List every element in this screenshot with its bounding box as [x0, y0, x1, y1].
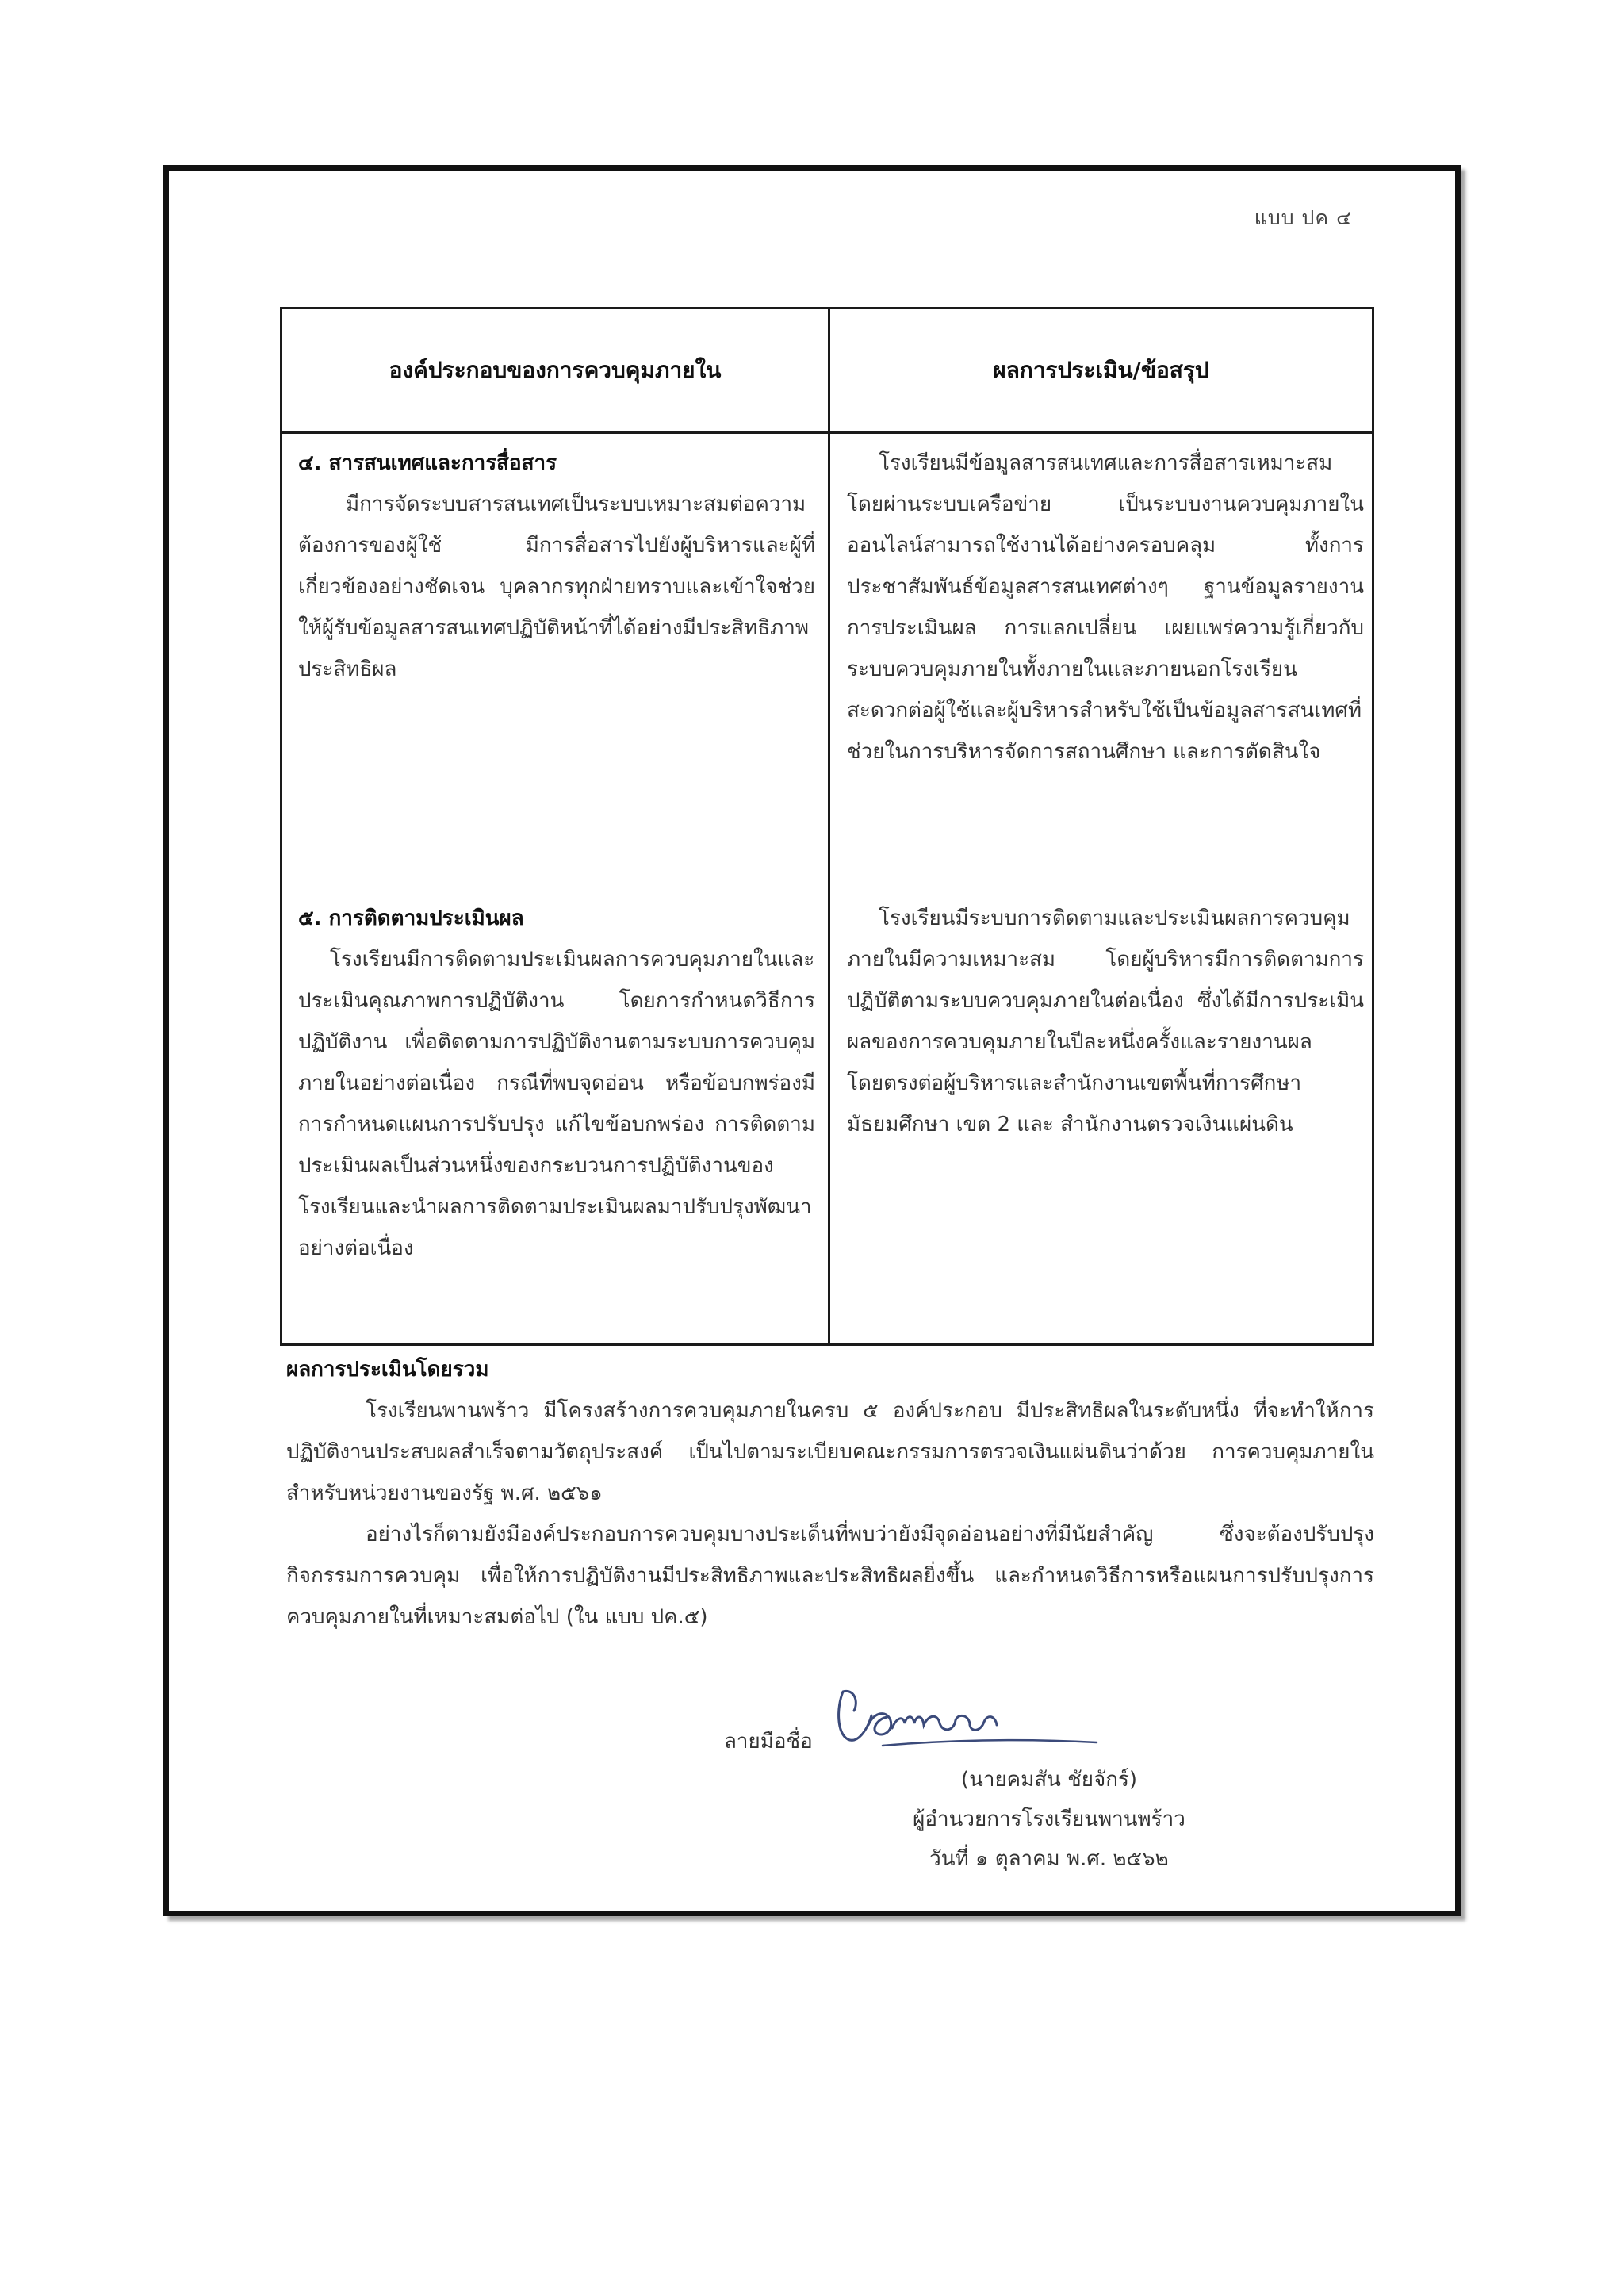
form-code: แบบ ปค ๔: [1254, 206, 1352, 229]
signature-date: วันที่ ๑ ตุลาคม พ.ศ. ๒๕๖๒: [929, 1847, 1169, 1871]
section-5-result-text: โรงเรียนมีระบบการติดตามและประเมินผลการควบคุมภายในมีความเหมาะสม โดยผู้บริหารมีการติดตามการปฏิบัติตามระบบควบคุมภายในต่อเนื่อง ซึ่งได้มีการประเมินผลของการควบคุมภายในปีละหนึ่งครั้งและรายงานผลโดยตรงต่อผู้บริหารและสำนักงานเขตพื้นที่การศึกษามัธยมศึกษา เขต 2 และ สำนักงานตรวจเงินแผ่นดิน: [847, 907, 1364, 1137]
signature-block: [724, 1669, 1279, 1907]
summary-paragraph-2: อย่างไรก็ตามยังมีองค์ประกอบการควบคุมบางประเด็นที่พบว่ายังมีจุดอ่อนอย่างที่มีนัยสำคัญ ซึ่งจะต้องปรับปรุงกิจกรรมการควบคุม เพื่อให้การปฏิบัติงานมีประสิทธิภาพและประสิทธิผลยิ่งขึ้น และกำหนดวิธีการหรือแผนการปรับปรุงการควบคุมภายในที่เหมาะสมต่อไป (ใน แบบ ปค.๕): [286, 1523, 1374, 1629]
summary-title: ผลการประเมินโดยรวม: [286, 1358, 489, 1382]
signer-name: (นายคมสัน ชัยจักร์): [960, 1768, 1138, 1792]
section-4-result-text: โรงเรียนมีข้อมูลสารสนเทศและการสื่อสารเหมาะสม โดยผ่านระบบเครือข่าย เป็นระบบงานควบคุมภายในออนไลน์สามารถใช้งานได้อย่างครอบคลุม ทั้งการประชาสัมพันธ์ข้อมูลสารสนเทศต่างๆ ฐานข้อมูลรายงานการประเมินผล การแลกเปลี่ยน เผยแพร่ความรู้เกี่ยวกับระบบควบคุมภายในทั้งภายในและภายนอกโรงเรียน สะดวกต่อผู้ใช้และผู้บริหารสำหรับใช้เป็นข้อมูลสารสนเทศที่ช่วยในการบริหารจัดการสถานศึกษา และการตัดสินใจ: [847, 451, 1364, 764]
section-4-heading: ๔. สารสนเทศและการสื่อสาร: [298, 451, 557, 475]
header-assessment-results: ผลการประเมิน/ข้อสรุป: [993, 357, 1209, 383]
section-5-heading: ๕. การติดตามประเมินผล: [298, 907, 524, 930]
assessment-table: [280, 307, 1374, 1346]
signature-label: ลายมือชื่อ: [724, 1730, 813, 1754]
overall-summary: [286, 1349, 1374, 1638]
summary-paragraph-1: โรงเรียนพานพร้าว มีโครงสร้างการควบคุมภายในครบ ๕ องค์ประกอบ มีประสิทธิผลในระดับหนึ่ง ที่จะทำให้การปฏิบัติงานประสบผลสำเร็จตามวัตถุประสงค์ เป็นไปตามระเบียบคณะกรรมการตรวจเงินแผ่นดินว่าด้วย การควบคุมภายในสำหรับหน่วยงานของรัฐ พ.ศ. ๒๕๖๑: [286, 1399, 1374, 1505]
header-control-components: องค์ประกอบของการควบคุมภายใน: [389, 357, 722, 383]
section-5-component-text: โรงเรียนมีการติดตามประเมินผลการควบคุมภายในและประเมินคุณภาพการปฏิบัติงาน โดยการกำหนดวิธีการปฏิบัติงาน เพื่อติดตามการปฏิบัติงานตามระบบการควบคุมภายในอย่างต่อเนื่อง กรณีที่พบจุดอ่อน หรือข้อบกพร่องมีการกำหนดแผนการปรับปรุง แก้ไขข้อบกพร่อง การติดตามประเมินผลเป็นส่วนหนึ่งของกระบวนการปฏิบัติงานของโรงเรียนและนำผลการติดตามประเมินผลมาปรับปรุงพัฒนาอย่างต่อเนื่อง: [298, 948, 815, 1260]
section-4-component-text: มีการจัดระบบสารสนเทศเป็นระบบเหมาะสมต่อความต้องการของผู้ใช้ มีการสื่อสารไปยังผู้บริหารและผู้ที่เกี่ยวข้องอย่างชัดเจน บุคลากรทุกฝ่ายทราบและเข้าใจช่วยให้ผู้รับข้อมูลสารสนเทศปฏิบัติหน้าที่ได้อย่างมีประสิทธิภาพประสิทธิผล: [298, 493, 815, 681]
document-page: [163, 165, 1461, 1916]
header-divider: [282, 431, 1372, 434]
section-4-component-cell: [298, 443, 815, 690]
section-4-result-cell: [847, 443, 1364, 772]
column-divider: [828, 309, 830, 1343]
section-5-component-cell: [298, 898, 815, 1269]
handwritten-signature: [819, 1669, 1105, 1757]
section-5-result-cell: [847, 898, 1364, 1145]
signer-position: ผู้อำนวยการโรงเรียนพานพร้าว: [913, 1807, 1185, 1831]
